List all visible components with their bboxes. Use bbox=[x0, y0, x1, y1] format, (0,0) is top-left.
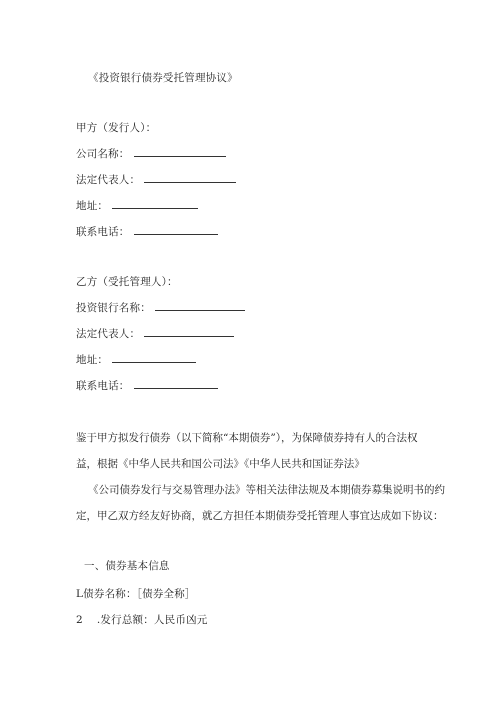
party-b-bank-field bbox=[76, 300, 245, 315]
section-1-item-2-text: .发行总额：人民币凶元 bbox=[96, 614, 208, 626]
party-b-bank-blank bbox=[155, 300, 245, 311]
party-a-company-blank bbox=[134, 146, 226, 157]
section-1-item-1: L债券名称：［债券全称］ bbox=[76, 588, 196, 600]
party-b-phone-blank bbox=[134, 378, 218, 389]
preamble-line: 《公司债券发行与交易管理办法》等相关法律法规及本期债券募集说明书的约 bbox=[88, 484, 445, 496]
party-a-address-label: 地址： bbox=[76, 200, 109, 212]
party-a-phone-field bbox=[76, 224, 218, 239]
preamble-line: 益，根据《中华人民共和国公司法》《中华人民共和国证券法》 bbox=[76, 458, 365, 470]
party-b-address-label: 地址： bbox=[76, 354, 109, 366]
party-a-address-blank bbox=[112, 198, 198, 209]
party-a-legal-rep-field bbox=[76, 172, 236, 187]
party-b-legal-rep-field bbox=[76, 326, 234, 341]
party-a-legal-rep-label: 法定代表人： bbox=[76, 174, 141, 186]
party-b-bank-label: 投资银行名称： bbox=[76, 302, 151, 314]
party-b-address-blank bbox=[112, 352, 196, 363]
party-b-address-field bbox=[76, 352, 196, 367]
party-b-legal-rep-label: 法定代表人： bbox=[76, 328, 141, 340]
agreement-title: 《投资银行债券受托管理协议》 bbox=[88, 72, 238, 84]
section-1-heading: 一、债券基本信息 bbox=[84, 560, 170, 572]
party-b-phone-field bbox=[76, 378, 218, 393]
party-a-legal-rep-blank bbox=[144, 172, 236, 183]
section-1-item-2-number: 2 bbox=[76, 614, 83, 626]
section-1-item-2 bbox=[76, 612, 207, 627]
party-b-phone-label: 联系电话： bbox=[76, 380, 130, 392]
party-a-phone-blank bbox=[134, 224, 218, 235]
party-a-phone-label: 联系电话： bbox=[76, 226, 130, 238]
party-b-legal-rep-blank bbox=[144, 326, 234, 337]
preamble-line: 定，甲乙双方经友好协商，就乙方担任本期债券受托管理人事宜达成如下协议： bbox=[76, 510, 444, 522]
party-a-company-label: 公司名称： bbox=[76, 148, 130, 160]
party-a-address-field bbox=[76, 198, 198, 213]
preamble-line: 鉴于甲方拟发行债券（以下简称“本期债券”），为保障债券持有人的合法权 bbox=[76, 432, 418, 444]
party-b-heading: 乙方（受托管理人）： bbox=[76, 276, 178, 288]
party-a-heading: 甲方（发行人）： bbox=[76, 122, 157, 134]
party-a-company-field bbox=[76, 146, 226, 161]
